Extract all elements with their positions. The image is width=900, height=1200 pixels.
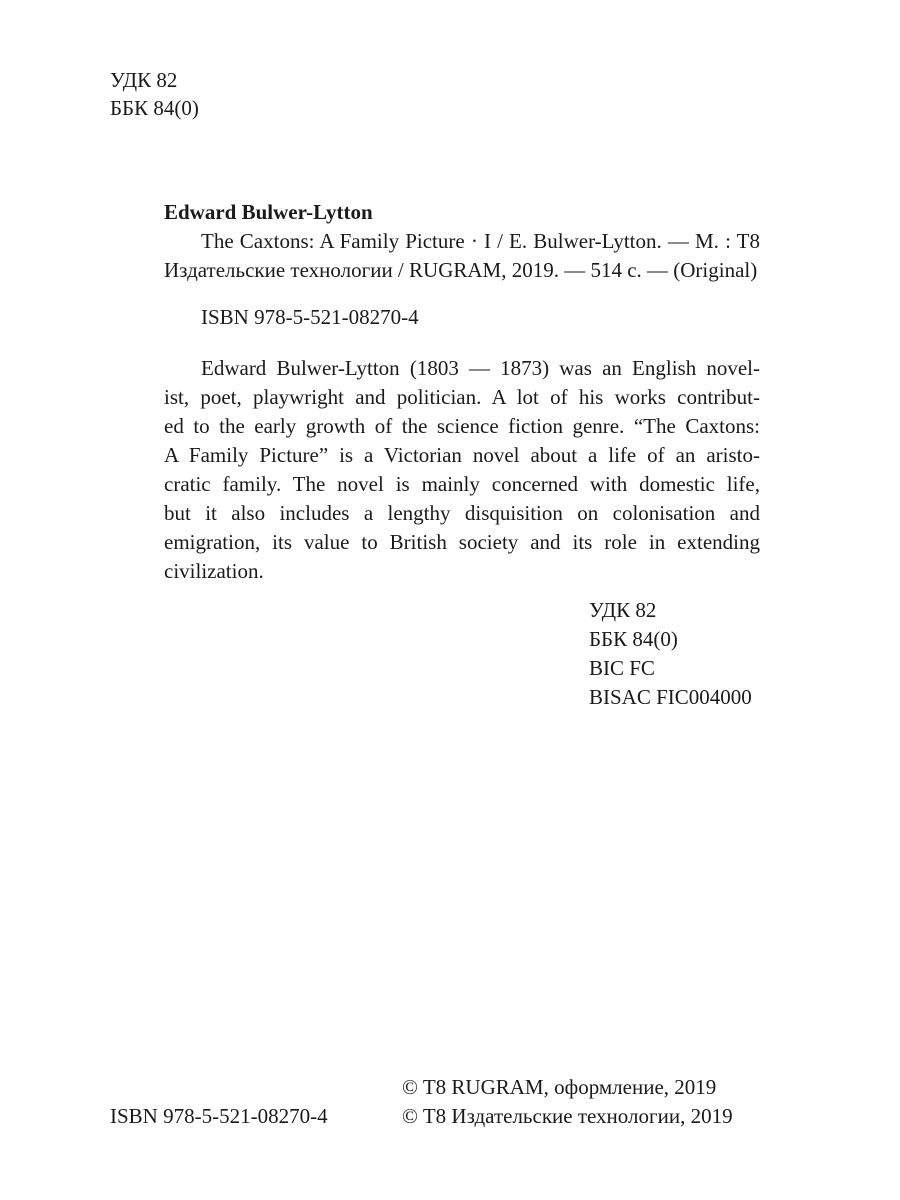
copyright-notice [402,1073,733,1131]
bibliographic-record [164,198,760,285]
isbn-bottom: ISBN 978-5-521-08270-4 [110,1104,328,1128]
bbk-code: ББК 84(0) [110,96,199,120]
bic-code: BIC FC [589,656,655,680]
udk-code: УДК 82 [110,68,178,92]
annotation-line: but it also includes a lengthy disquisition on colonisation and [164,501,760,525]
bisac-code: BISAC FIC004000 [589,685,752,709]
annotation-line: Edward Bulwer-Lytton (1803 — 1873) was an English novel- [201,356,760,380]
annotation-line: ist, poet, playwright and politician. A lot of his works contribut- [164,385,760,409]
copyright-line-1: © T8 RUGRAM, оформление, 2019 [402,1075,717,1099]
bibliographic-line-2: Издательские технологии / RUGRAM, 2019. — 514 c. — (Original) [164,258,758,282]
classification-codes-top [110,66,199,122]
annotation-line: A Family Picture” is a Victorian novel about a life of an aristo- [164,443,760,467]
bibliographic-line-1: The Caxtons: A Family Picture · I / E. Bulwer-Lytton. — M. : T8 [201,229,760,253]
annotation-paragraph [164,354,760,586]
copyright-line-2: © T8 Издательские технологии, 2019 [402,1104,733,1128]
annotation-line: civilization. [164,559,264,583]
annotation-line: cratic family. The novel is mainly concerned with domestic life, [164,472,760,496]
isbn-main: ISBN 978-5-521-08270-4 [201,305,419,329]
author-name: Edward Bulwer-Lytton [164,200,373,224]
annotation-line: ed to the early growth of the science fiction genre. “The Caxtons: [164,414,760,438]
udk-code: УДК 82 [589,598,657,622]
classification-codes-right [589,596,752,712]
bbk-code: ББК 84(0) [589,627,678,651]
annotation-line: emigration, its value to British society and its role in extending [164,530,760,554]
